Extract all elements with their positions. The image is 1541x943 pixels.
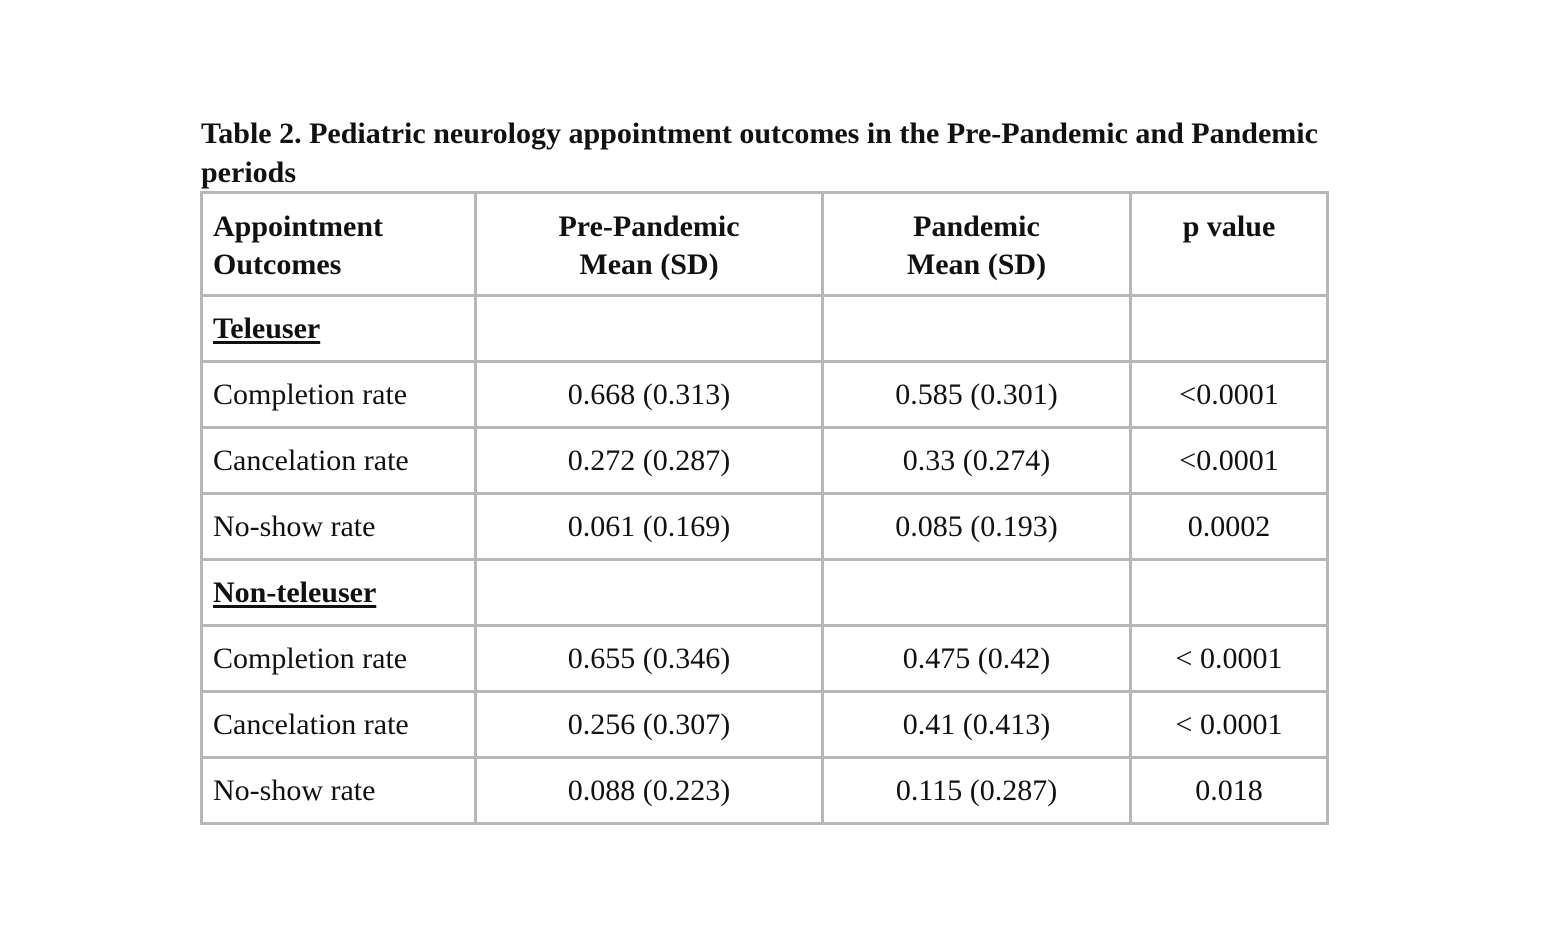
pandemic-cell: 0.475 (0.42) (823, 626, 1131, 692)
header-row (202, 193, 1328, 296)
pre-pandemic-cell: 0.668 (0.313) (476, 362, 823, 428)
table-row (202, 428, 1328, 494)
outcome-cell: Cancelation rate (202, 428, 476, 494)
table-row (202, 626, 1328, 692)
caption-line-1: Table 2. Pediatric neurology appointment outcomes in the Pre-Pandemic and Pandemic (201, 117, 1318, 150)
section-label: Teleuser (213, 311, 321, 345)
pre-pandemic-cell: 0.088 (0.223) (476, 758, 823, 824)
p-value-cell: <0.0001 (1131, 428, 1328, 494)
outcome-cell: Completion rate (202, 362, 476, 428)
pandemic-cell: 0.115 (0.287) (823, 758, 1131, 824)
pandemic-cell: 0.085 (0.193) (823, 494, 1131, 560)
table-row (202, 494, 1328, 560)
outcome-cell: No-show rate (202, 758, 476, 824)
section-label: Non-teleuser (213, 575, 377, 609)
section-row-non-teleuser (202, 560, 1328, 626)
pre-pandemic-cell: 0.655 (0.346) (476, 626, 823, 692)
header-pre-pandemic: Pre-Pandemic Mean (SD) (476, 193, 823, 296)
header-appointment-outcomes: Appointment Outcomes (202, 193, 476, 296)
caption-line-2: periods (201, 156, 297, 189)
pandemic-cell: 0.33 (0.274) (823, 428, 1131, 494)
table-row (202, 758, 1328, 824)
section-row-teleuser (202, 296, 1328, 362)
header-pandemic: Pandemic Mean (SD) (823, 193, 1131, 296)
pre-pandemic-cell: 0.272 (0.287) (476, 428, 823, 494)
pre-pandemic-cell: 0.061 (0.169) (476, 494, 823, 560)
p-value-cell: < 0.0001 (1131, 692, 1328, 758)
p-value-cell: 0.0002 (1131, 494, 1328, 560)
pre-pandemic-cell: 0.256 (0.307) (476, 692, 823, 758)
p-value-cell: < 0.0001 (1131, 626, 1328, 692)
outcome-cell: Completion rate (202, 626, 476, 692)
p-value-cell: <0.0001 (1131, 362, 1328, 428)
outcomes-table (200, 191, 1329, 825)
outcome-cell: Cancelation rate (202, 692, 476, 758)
p-value-cell: 0.018 (1131, 758, 1328, 824)
table-row (202, 692, 1328, 758)
table-row (202, 362, 1328, 428)
pandemic-cell: 0.41 (0.413) (823, 692, 1131, 758)
table-caption (201, 114, 1501, 192)
header-p-value: p value (1131, 193, 1328, 296)
outcome-cell: No-show rate (202, 494, 476, 560)
pandemic-cell: 0.585 (0.301) (823, 362, 1131, 428)
